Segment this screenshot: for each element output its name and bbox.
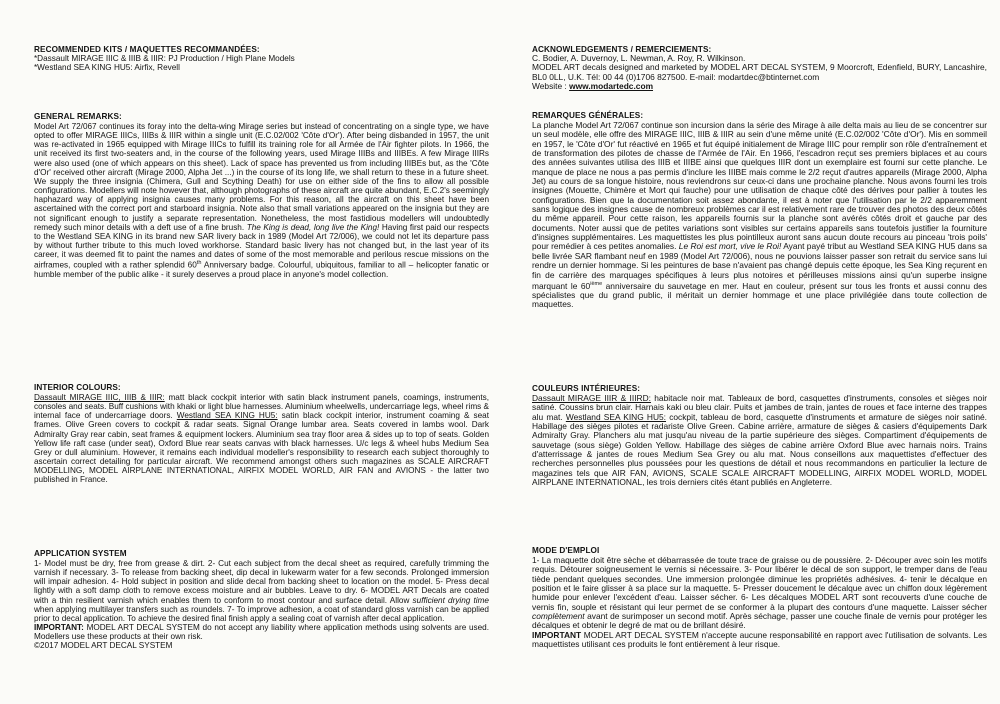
couleurs-interieures-heading: COULEURS INTÉRIEURES: bbox=[532, 384, 641, 393]
couleurs-interieures-text: Dassault MIRAGE IIIR & IIIRD: habitacle noir mat. Tableaux de bord, casquettes d'instruments, consoles et sièges noir satiné. Coussins brun clair. Harnais kaki ou bleu clair. Puits et jambes de train, jantes de roues et face interne des trappes alu mat. Westland SEA KING HU5: cockpit, tableau de bord, casquette d'instruments et armature de sièges noir satiné. Habillage des sièges pilotes et radariste Olive Green. Cabine arrière, armature de sièges & casiers d'équipements Dark Admiralty Gray. Planchers alu mat jusqu'au niveau de la partie supérieure des sièges. Compartiment d'équipements de sauvetage (sous siège) Golden Yellow. Habillage des sièges de cabine arrière Oxford Blue avec harnais noirs. Trains d'atterrissage & jantes de roues Medium Sea Grey ou alu mat. Nous conseillons aux maquettistes d'effectuer des recherches personnelles plus poussées pour les questions de détail et nous recommandons en particulier la lecture de magazines tels que AIR FAN, AVIONS, SCALE SCALE AIRCRAFT MODELLING, AIRFIX MODEL WORLD, MODEL AIRPLANE INTERNATIONAL, les trois derniers cités étant publiés en Angleterre. bbox=[532, 393, 988, 488]
couleurs-interieures-section bbox=[532, 384, 987, 487]
mode-emploi-text: 1- La maquette doit être sèche et débarrassée de toute trace de graisse ou de poussière. 2- Découper avec soin les motifs requis. Détourer soigneusement le vernis si nécessaire. 3- Pour libérer le décal de son support, le tremper dans de l'eau tiède pendant quelques secondes. Une immersion prolongée diminue les propriétés adhésives. 4- tenir le décalque en position et le faire glisser à sa place sur la maquette. 5- Presser doucement le décalque avec un chiffon doux légèrement humide pour enlever l'excédent d'eau. Laisser sécher. 6- Les décalques MODEL ART sont recouverts d'une couche de vernis fin, souple et résistant qui leur permet de se conformer à la plupart des contours d'une maquette. Laisser sécher complètement avant de surimposer un second motif. Après séchage, passer une couche finale de vernis pour protéger les décalques et obtenir le degré de mat ou de brillant désiré. bbox=[532, 555, 987, 631]
seaking-label: Westland SEA KING HU5: bbox=[565, 411, 667, 422]
general-remarks-heading: GENERAL REMARKS: bbox=[34, 112, 122, 121]
acknowledgement-names: C. Bodier, A. Duvernoy, L. Newman, A. Roy, R. Wilkinson. bbox=[532, 53, 746, 63]
recommended-kits-heading: RECOMMENDED KITS / MAQUETTES RECOMMANDÉES: bbox=[34, 45, 260, 54]
king-is-dead-quote: The King is dead, long live the King! bbox=[246, 222, 380, 232]
contact-address: MODEL ART decals designed and marketed by MODEL ART DECAL SYSTEM, 9 Moorcroft, Edenfield, BURY, Lancashire, BL0 0LL, U.K. Tél: 00 44 (0)1706 827500. E-mail: modartdec@btinternet.com bbox=[532, 62, 987, 82]
acknowledgements-heading: ACKNOWLEDGEMENTS / REMERCIEMENTS: bbox=[532, 45, 712, 54]
application-system-section bbox=[34, 549, 489, 651]
seaking-label: Westland SEA KING HU5: bbox=[176, 411, 278, 421]
mode-emploi-heading: MODE D'EMPLOI bbox=[532, 546, 600, 555]
kit-line: *Dassault MIRAGE IIIC & IIIB & IIIR: PJ Production / High Plane Models bbox=[34, 54, 295, 63]
acknowledgements-section bbox=[532, 45, 987, 91]
copyright: ©2017 MODEL ART DECAL SYSTEM bbox=[34, 641, 173, 651]
general-remarks-text: Model Art 72/067 continues its foray into the delta-wing Mirage series but instead of concentrating on a single type, we have opted to offer MIRAGE IIICs, IIIBs & IIIR within a single unit (E.C.02/002 'Côte d'Or'). After being disbanded in 1957, the unit was re-activated in 1965 equipped with Mirage IIICs to fulfill its training role for all Armée de l'Air fighter pilots. In 1966, the unit received its first two-seaters and, in the course of the following years, used Mirage IIIBs and IIIBEs. A few Mirage IIIRs were also used (one of which appears on this sheet). Lack of space has prevented us from including IIIBEs but, as the 'Côte d'Or' received other aircraft (Mirage 2000, Alpha Jet ...) in the course of its long life, we shall return to these in a future sheet. We supply the three insignia (Chimera, Gull and Scything Death) for use on either side of the fins to allow all possible configurations. Modellers will note however that, although photographs of these aircraft are quite abundant, E.C.2's seemingly haphazard way of applying insignia causes many problems. For this reason, all the aircraft on this sheet have been ascertained with the correct port and starboard insignia. Note also that small variations appeared on the insignia but they are not significant enough to justify a separate representation. Nonetheless, the most fastidious modellers will undoubtedly remedy such minor details with a deft use of a fine brush. The King is dead, long live the King! Having first paid our respects to the Westland SEA KING in its brand new SAR livery back in 1989 (Model Art 72/006), we could not let its departure pass by without further tribute to this much loved workhorse. Standard basic livery has not changed but, in the last year of its career, it was deemed fit to paint the names and dates of some of the most memorable and perilous rescue missions on the airframes, coupled with a rather splendid 60th Anniversary badge. Colourful, ubiquitous, familiar to all – helicopter fanatic or humble member of the public alike - it surely deserves a proud place in anyone's model collection. bbox=[34, 122, 490, 280]
important-notice: IMPORTANT MODEL ART DECAL SYSTEM n'accepte aucune responsabilité en rapport avec l'utilisation de solvants. Les maquettistes utilisant ces produits le font entièrement à leur risque. bbox=[532, 629, 987, 650]
recommended-kits-section bbox=[34, 45, 489, 72]
remarques-generales-heading: REMARQUES GÉNÉRALES: bbox=[532, 111, 644, 120]
application-system-text: 1- Model must be dry, free from grease & dirt. 2- Cut each subject from the decal sheet as required, carefully trimming the varnish if necessary. 3- To release from backing sheet, dip decal in lukewarm water for a few seconds. Prolonged immersion will impair adhesion. 4- Hold subject in position and slide decal from backing sheet to location on the model. 5- Press decal lightly with a soft damp cloth to remove excess moisture and air bubbles. Leave to dry. 6- MODEL ART Decals are coated with a thin resilient varnish which enables them to conform to most contour and surface detail. Allow sufficient drying time when applying multilayer transfers such as roundels. 7- To improve adhesion, a coat of standard gloss varnish can be applied prior to decal application. To achieve the desired final finish apply a sealing coat of varnish after decal application. bbox=[34, 559, 489, 623]
website-link[interactable]: www.modartedc.com bbox=[569, 81, 654, 92]
website-line: Website : www.modartedc.com bbox=[532, 81, 654, 92]
remarques-generales-section bbox=[532, 111, 987, 310]
interior-colours-section bbox=[34, 383, 489, 485]
interior-colours-heading: INTERIOR COLOURS: bbox=[34, 383, 121, 392]
remarques-generales-text: La planche Model Art 72/067 continue son incursion dans la série des Mirage à aile delta mais au lieu de se concentrer sur un seul modèle, elle offre des MIRAGE IIIC, IIIB & IIIR au sein d'une même unité (E.C.02/002 'Côte d'Or'). Mis en sommeil en 1957, le 'Côte d'Or' fut réactivé en 1965 et fut équipé initialement de Mirage IIIC pour remplir son rôle d'entraînement et de transformation des pilotes de chasse de l'Armée de l'Air. En 1966, l'escadron reçut ses premiers biplaces et au cours des années suivantes utilisa des IIIB et IIIBE ainsi que quelques IIIR dont un exemplaire est fourni sur cette planche. Le manque de place ne nous a pas permis d'inclure les IIIBE mais comme le 2/2 reçut d'autres appareils (Mirage 2000, Alpha Jet) au cours de sa longue histoire, nous reviendrons sur ceux-ci dans une prochaine planche. Nous avons fourni les trois insignes (Mouette, Chimère et Mort qui fauche) pour une utilisation de chaque côté des dérives pour pallier à toutes les configurations. Bien que la documentation soit assez abondante, il est à noter que l'utilisation par le 2/2 apparemment sans logique des insignes cause de nombreux problèmes car il est relativement rare de trouver des photos des deux côtés du même appareil. Pour cette raison, les appareils fournis sur la planche sont avérés côtés droit et gauche par des documents. Noter aussi que de petites variations sont visibles sur certains appareils sans toutefois justifier la fourniture d'insignes supplémentaires. Les maquettistes les plus pointilleux auront sans aucun doute recours au pinceau 'trois poils' pour remédier à ces petites anomalies. Le Roi est mort, vive le Roi! Ayant payé tribut au Westland SEA KING HU5 dans sa belle livrée SAR flambant neuf en 1989 (Model Art 72/006), nous ne pouvions laisser passer son retrait du service sans lui rendre un dernier hommage. Si les peintures de base n'avaient pas changé depuis cette époque, les Sea King reçurent en fin de carrière des marquages spécifiques à leurs plus notoires et périlleuses missions ainsi qu'un superbe insigne marquant le 60ième anniversaire du sauvetage en mer. Haut en couleur, présent sur tous les fronts et aussi connu des spécialistes que du grand public, il méritait un dernier hommage et une place privilégiée dans toute collection de maquettes. bbox=[532, 120, 987, 310]
mirage-label: Dassault MIRAGE IIIR & IIIRD: bbox=[532, 393, 651, 403]
roi-est-mort-quote: Le Roi est mort, vive le Roi! bbox=[678, 241, 782, 252]
mirage-label: Dassault MIRAGE IIIC, IIIB & IIIR: bbox=[34, 393, 165, 402]
application-system-heading: APPLICATION SYSTEM bbox=[34, 549, 127, 558]
general-remarks-section bbox=[34, 112, 489, 279]
important-notice: IMPORTANT: MODEL ART DECAL SYSTEM do not accept any liability where application methods using solvents are used. Modellers use these products at their own risk. bbox=[34, 623, 489, 642]
kit-line: *Westland SEA KING HU5: Airfix, Revell bbox=[34, 63, 180, 73]
interior-colours-text: Dassault MIRAGE IIIC, IIIB & IIIR: matt black cockpit interior with satin black instrument panels, coamings, instruments, consoles and seats. Buff cushions with khaki or light blue harnesses. Aluminium wheelwells, undercarriage legs, wheel rims & internal face of undercarriage doors. Westland SEA KING HU5: satin black cockpit interior, instrument coaming & seat frames. Olive Green covers to cockpit & radar seats. Signal Orange lumbar area. Seats covered in lambs wool. Dark Admiralty Gray rear cabin, seat frames & equipment lockers. Aluminium sea tray floor area & sides up to top of seats. Golden Yellow life raft case (under seat), Oxford Blue rear seats canvas with black harnesses. U/c legs & wheel hubs Medium Sea Grey or dull aluminium. However, it remains each individual modeller's responsibility to research each subject thoroughly to ascertain correct detailing for particular aircraft. We recommend amongst others such magazines as SCALE AIRCRAFT MODELLING, MODEL AIRPLANE INTERNATIONAL, AIRFIX MODEL WORLD, AIR FAN and AVIONS - the latter two published in France. bbox=[34, 393, 489, 485]
mode-emploi-section bbox=[532, 546, 987, 649]
